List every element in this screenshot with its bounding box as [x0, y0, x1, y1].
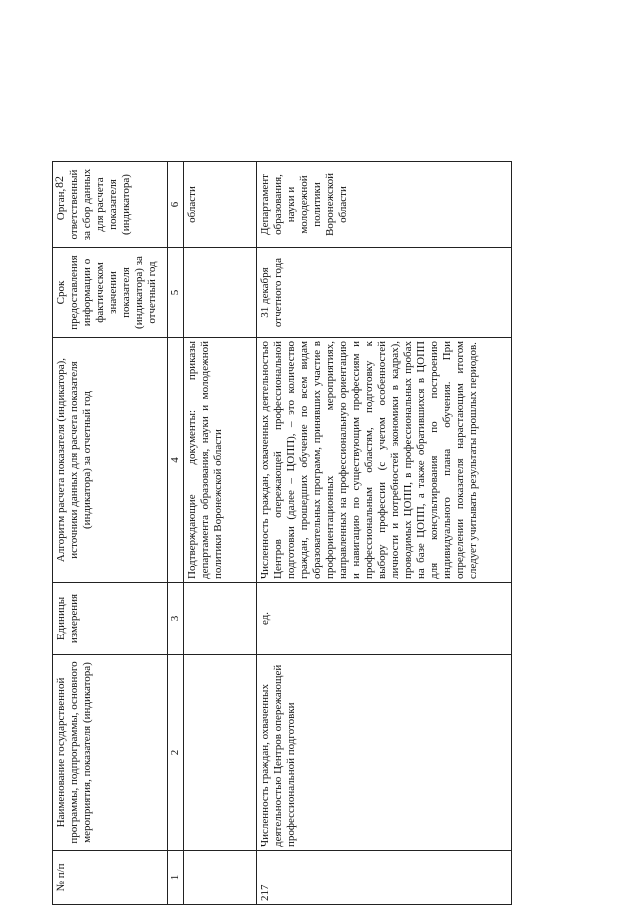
page-number: 82	[52, 176, 66, 188]
header-name: Наименование государственной программы, подпрограммы, основного мероприятия, показателя (индикатора)	[53, 655, 168, 851]
header-algorithm: Алгоритм расчета показателя (индикатора), источники данных для расчета показателя (индикатора) за отчетный год	[53, 338, 168, 583]
unit-cell	[184, 583, 257, 655]
indicator-name: Численность граждан, охваченных деятельностью Центров опережающей профессиональной подготовки	[257, 655, 512, 851]
column-number: 3	[168, 583, 184, 655]
row-number: 217	[257, 851, 512, 905]
table-row	[257, 162, 512, 905]
unit-cell: ед.	[257, 583, 512, 655]
table-row	[184, 162, 257, 905]
organ-cell: области	[184, 162, 257, 248]
header-organ: Орган, ответственный за сбор данных для расчета показателя (индикатора)	[53, 162, 168, 248]
indicator-name	[184, 655, 257, 851]
algorithm-cell: Подтверждающие документы: приказы департамента образования, науки и молодежной политики Воронежской области	[184, 338, 257, 583]
organ-cell: Департамент образования, науки и молодежной политики Воронежской области	[257, 162, 512, 248]
row-number	[184, 851, 257, 905]
header-unit: Единицы измерения	[53, 583, 168, 655]
indicator-table	[52, 161, 512, 905]
header-deadline: Срок предоставления информации о фактическом значении показателя (индикатора) за отчетный год	[53, 248, 168, 338]
header-number: № п/п	[53, 851, 168, 905]
column-number: 5	[168, 248, 184, 338]
algorithm-cell: Численность граждан, охваченных деятельностью Центров опережающей профессиональной подготовки (далее – ЦОПП), – это количество граждан, прошедших обучение по всем видам образовательных программ, принявших участие в профориентационных мероприятиях, направленных на профессиональную ориентацию и навигацию по существующим профессиям и профессиональным областям, подготовку к выбору профессии (с учетом особенностей личности и потребностей экономики в кадрах), проводимых ЦОПП, в профессиональных пробах на базе ЦОПП, а также обратившихся в ЦОПП для консультирования по построению индивидуального плана обучения. При определении показателя нарастающим итогом следует учитывать результаты прошлых периодов.	[257, 338, 512, 583]
column-number-row	[168, 162, 184, 905]
rotated-page-content	[52, 0, 612, 905]
column-number: 4	[168, 338, 184, 583]
column-number: 6	[168, 162, 184, 248]
deadline-cell: 31 декабря отчетного года	[257, 248, 512, 338]
table-header-row	[53, 162, 168, 905]
column-number: 1	[168, 851, 184, 905]
column-number: 2	[168, 655, 184, 851]
deadline-cell	[184, 248, 257, 338]
